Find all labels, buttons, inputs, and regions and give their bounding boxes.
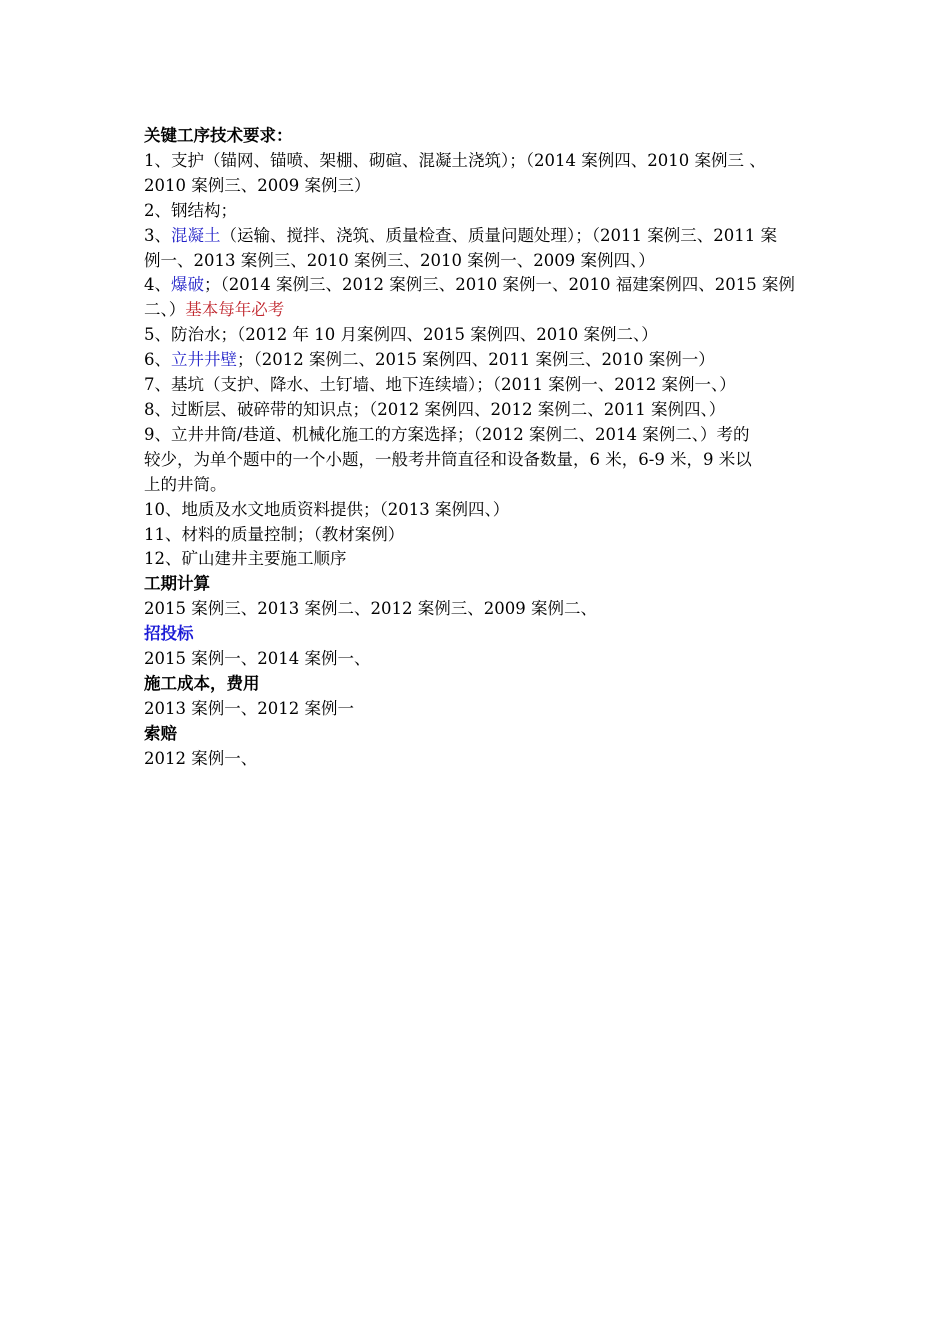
section-heading-key-process: 关键工序技术要求： — [144, 126, 293, 145]
bidding-cases: 2015 案例一、2014 案例一、 — [144, 649, 371, 669]
item-6-prefix: 6、 — [144, 350, 171, 370]
item-1-line-2: 2010 案例三、2009 案例三） — [144, 175, 371, 195]
section-heading-claims: 索赔 — [144, 723, 177, 743]
item-6 — [144, 348, 824, 373]
item-9-line-1: 9、立井井筒/巷道、机械化施工的方案选择；（2012 案例二、2014 案例二、）考的 — [144, 424, 750, 444]
item-5: 5、防治水；（2012 年 10 月案例四、2015 案例四、2010 案例二、） — [144, 325, 658, 345]
item-7: 7、基坑（支护、降水、土钉墙、地下连续墙）；（2011 案例一、2012 案例一、） — [144, 375, 736, 395]
item-10: 10、地质及水文地质资料提供；（2013 案例四、） — [144, 499, 510, 519]
item-1-line-1: 1、支护（锚网、锚喷、架棚、砌碹、混凝土浇筑）；（2014 案例四、2010 案例三 、 — [144, 150, 766, 170]
claims-cases: 2012 案例一、 — [144, 748, 258, 768]
item-3-line-2: 例一、2013 案例三、2010 案例三、2010 案例一、2009 案例四、） — [144, 250, 655, 270]
item-6-highlight: 立井井壁 — [171, 350, 237, 370]
item-3-prefix: 3、 — [144, 225, 171, 245]
item-2: 2、钢结构； — [144, 200, 237, 220]
item-4-line-2-prefix: 二、） — [144, 300, 186, 320]
section-heading-bidding: 招投标 — [144, 624, 194, 644]
section-heading-schedule: 工期计算 — [144, 574, 210, 594]
item-12: 12、矿山建井主要施工顺序 — [144, 549, 347, 569]
cost-cases: 2013 案例一、2012 案例一 — [144, 698, 354, 718]
item-4-highlight: 爆破 — [171, 275, 204, 295]
item-3-highlight: 混凝土 — [171, 225, 221, 245]
item-4-note: 基本每年必考 — [185, 300, 285, 320]
item-4-line-2 — [144, 298, 824, 323]
section-heading-cost: 施工成本，费用 — [144, 673, 260, 693]
item-11: 11、材料的质量控制；（教材案例） — [144, 524, 405, 544]
item-6-rest: ；（2012 案例二、2015 案例四、2011 案例三、2010 案例一） — [237, 350, 715, 370]
item-4-line-1 — [144, 273, 824, 298]
item-9-line-3: 上的井筒。 — [144, 474, 227, 494]
item-4-rest: ；（2014 案例三、2012 案例三、2010 案例一、2010 福建案例四、2015 案例 — [204, 275, 795, 295]
document-body — [144, 124, 824, 772]
schedule-cases: 2015 案例三、2013 案例二、2012 案例三、2009 案例二、 — [144, 599, 597, 619]
item-3-rest: （运输、搅拌、浇筑、质量检查、质量问题处理）；（2011 案例三、2011 案 — [220, 225, 777, 245]
item-9-line-2: 较少，为单个题中的一个小题，一般考井筒直径和设备数量，6 米，6-9 米，9 米以 — [144, 449, 752, 469]
item-4-prefix: 4、 — [144, 275, 171, 295]
item-3-line-1 — [144, 224, 824, 249]
item-8: 8、过断层、破碎带的知识点；（2012 案例四、2012 案例二、2011 案例四、） — [144, 399, 726, 419]
